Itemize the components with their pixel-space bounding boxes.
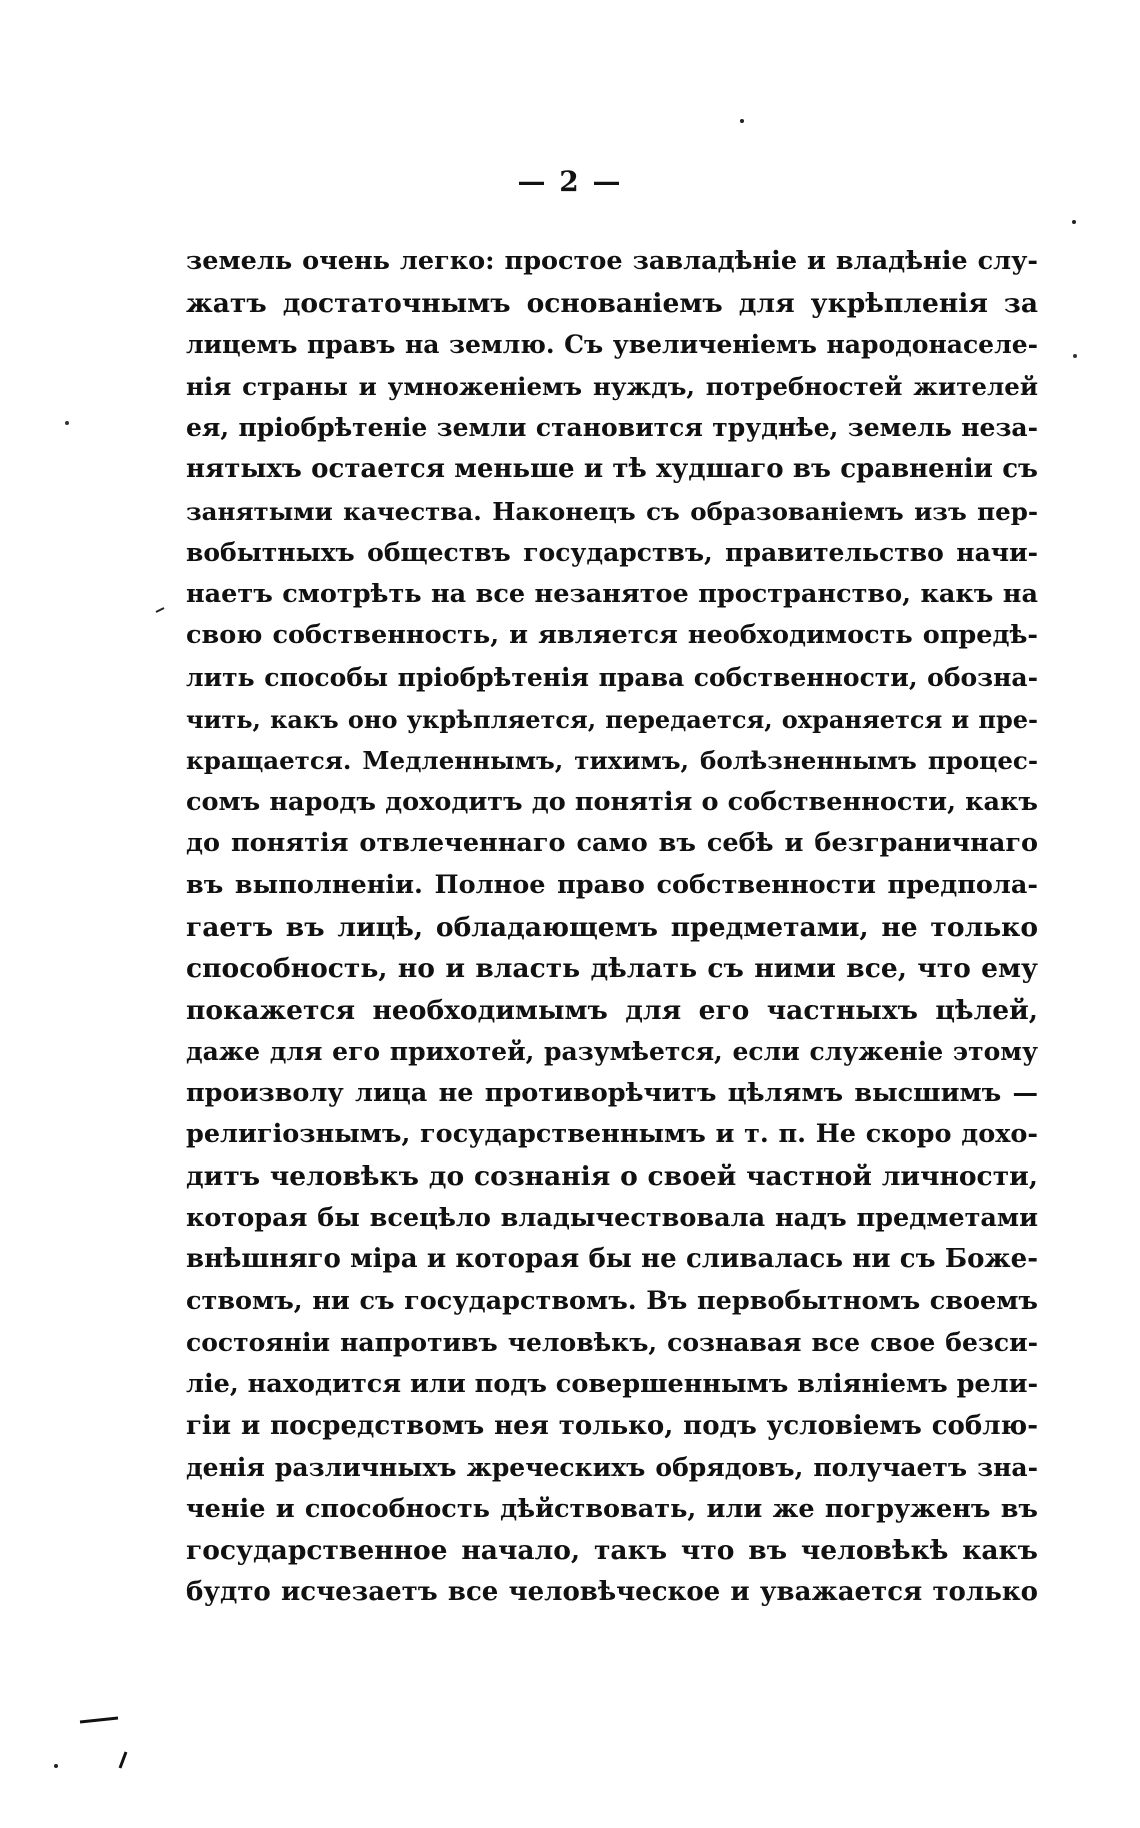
text-line: ліе, находится или подъ совершеннымъ вліяніемъ рели- bbox=[186, 1369, 1039, 1400]
text-line: гаетъ въ лицѣ, обладающемъ предметами, не только bbox=[186, 911, 1038, 943]
text-line: сомъ народъ доходитъ до понятія о собственности, какъ bbox=[186, 786, 1038, 817]
text-line: нятыхъ остается меньше и тѣ худшаго въ сравненіи съ bbox=[186, 453, 1038, 484]
page-number: — 2 — bbox=[517, 165, 623, 198]
text-line: жатъ достаточнымъ основаніемъ для укрѣпленія за bbox=[186, 287, 1038, 319]
text-line: земель очень легко: простое завладѣніе и владѣніе слу- bbox=[186, 246, 1038, 276]
text-line: внѣшняго міра и которая бы не сливалась ни съ Боже- bbox=[186, 1244, 1038, 1275]
text-line: покажется необходимымъ для его частныхъ цѣлей, bbox=[186, 994, 1038, 1026]
text-line: ченіе и способность дѣйствовать, или же погруженъ въ bbox=[186, 1493, 1038, 1524]
text-line: гіи и посредствомъ нея только, подъ условіемъ соблю- bbox=[186, 1410, 1038, 1441]
text-line: состояніи напротивъ человѣкъ, сознавая все свое безси- bbox=[186, 1328, 1038, 1358]
scan-speck bbox=[54, 1764, 58, 1768]
text-line: которая бы всецѣло владычествовала надъ предметами bbox=[186, 1202, 1038, 1233]
text-line: будто исчезаетъ все человѣческое и уважается только bbox=[186, 1577, 1038, 1607]
text-line: нія страны и умноженіемъ нуждъ, потребностей жителей bbox=[186, 371, 1038, 401]
text-line: занятыми качества. Наконецъ съ образованіемъ изъ пер- bbox=[186, 496, 1038, 526]
text-line: свою собственность, и является необходимость опредѣ- bbox=[186, 620, 1038, 651]
text-line: лить способы пріобрѣтенія права собственности, обозна- bbox=[186, 662, 1038, 692]
scan-speck bbox=[1072, 220, 1076, 224]
text-line: даже для его прихотей, разумѣется, если служеніе этому bbox=[186, 1037, 1038, 1067]
scan-speck bbox=[1073, 354, 1077, 358]
text-line: до понятія отвлеченнаго само въ себѣ и безграничнаго bbox=[186, 828, 1038, 859]
text-line: религіознымъ, государственнымъ и т. п. Не скоро дохо- bbox=[186, 1119, 1038, 1150]
text-line: вобытныхъ обществъ государствъ, правительство начи- bbox=[186, 538, 1038, 568]
text-line: ствомъ, ни съ государствомъ. Въ первобытномъ своемъ bbox=[186, 1285, 1038, 1316]
text-line: денія различныхъ жреческихъ обрядовъ, получаетъ зна- bbox=[186, 1453, 1038, 1483]
text-line: кращается. Медленнымъ, тихимъ, болѣзненнымъ процес- bbox=[186, 746, 1038, 776]
scan-mark bbox=[120, 1752, 126, 1768]
scan-mark bbox=[80, 1718, 118, 1722]
text-line: наетъ смотрѣть на все незанятое пространство, какъ на bbox=[186, 578, 1038, 609]
text-line: способность, но и власть дѣлать съ ними все, что ему bbox=[186, 953, 1038, 985]
scan-speck bbox=[65, 421, 69, 425]
text-line: дитъ человѣкъ до сознанія о своей частной личности, bbox=[186, 1161, 1038, 1193]
text-line: ея, пріобрѣтеніе земли становится труднѣе, земель неза- bbox=[186, 413, 1038, 443]
body-text bbox=[186, 241, 1038, 1614]
scan-speck bbox=[740, 119, 744, 123]
text-line: произволу лица не противорѣчитъ цѣлямъ высшимъ — bbox=[186, 1077, 1038, 1108]
scan-mark bbox=[156, 608, 164, 612]
text-line: лицемъ правъ на землю. Съ увеличеніемъ народонаселе- bbox=[186, 330, 1038, 360]
text-line: въ выполненіи. Полное право собственности предпола- bbox=[186, 869, 1038, 900]
text-line: государственное начало, такъ что въ человѣкѣ какъ bbox=[186, 1535, 1038, 1567]
text-line: чить, какъ оно укрѣпляется, передается, охраняется и пре- bbox=[186, 704, 1038, 734]
